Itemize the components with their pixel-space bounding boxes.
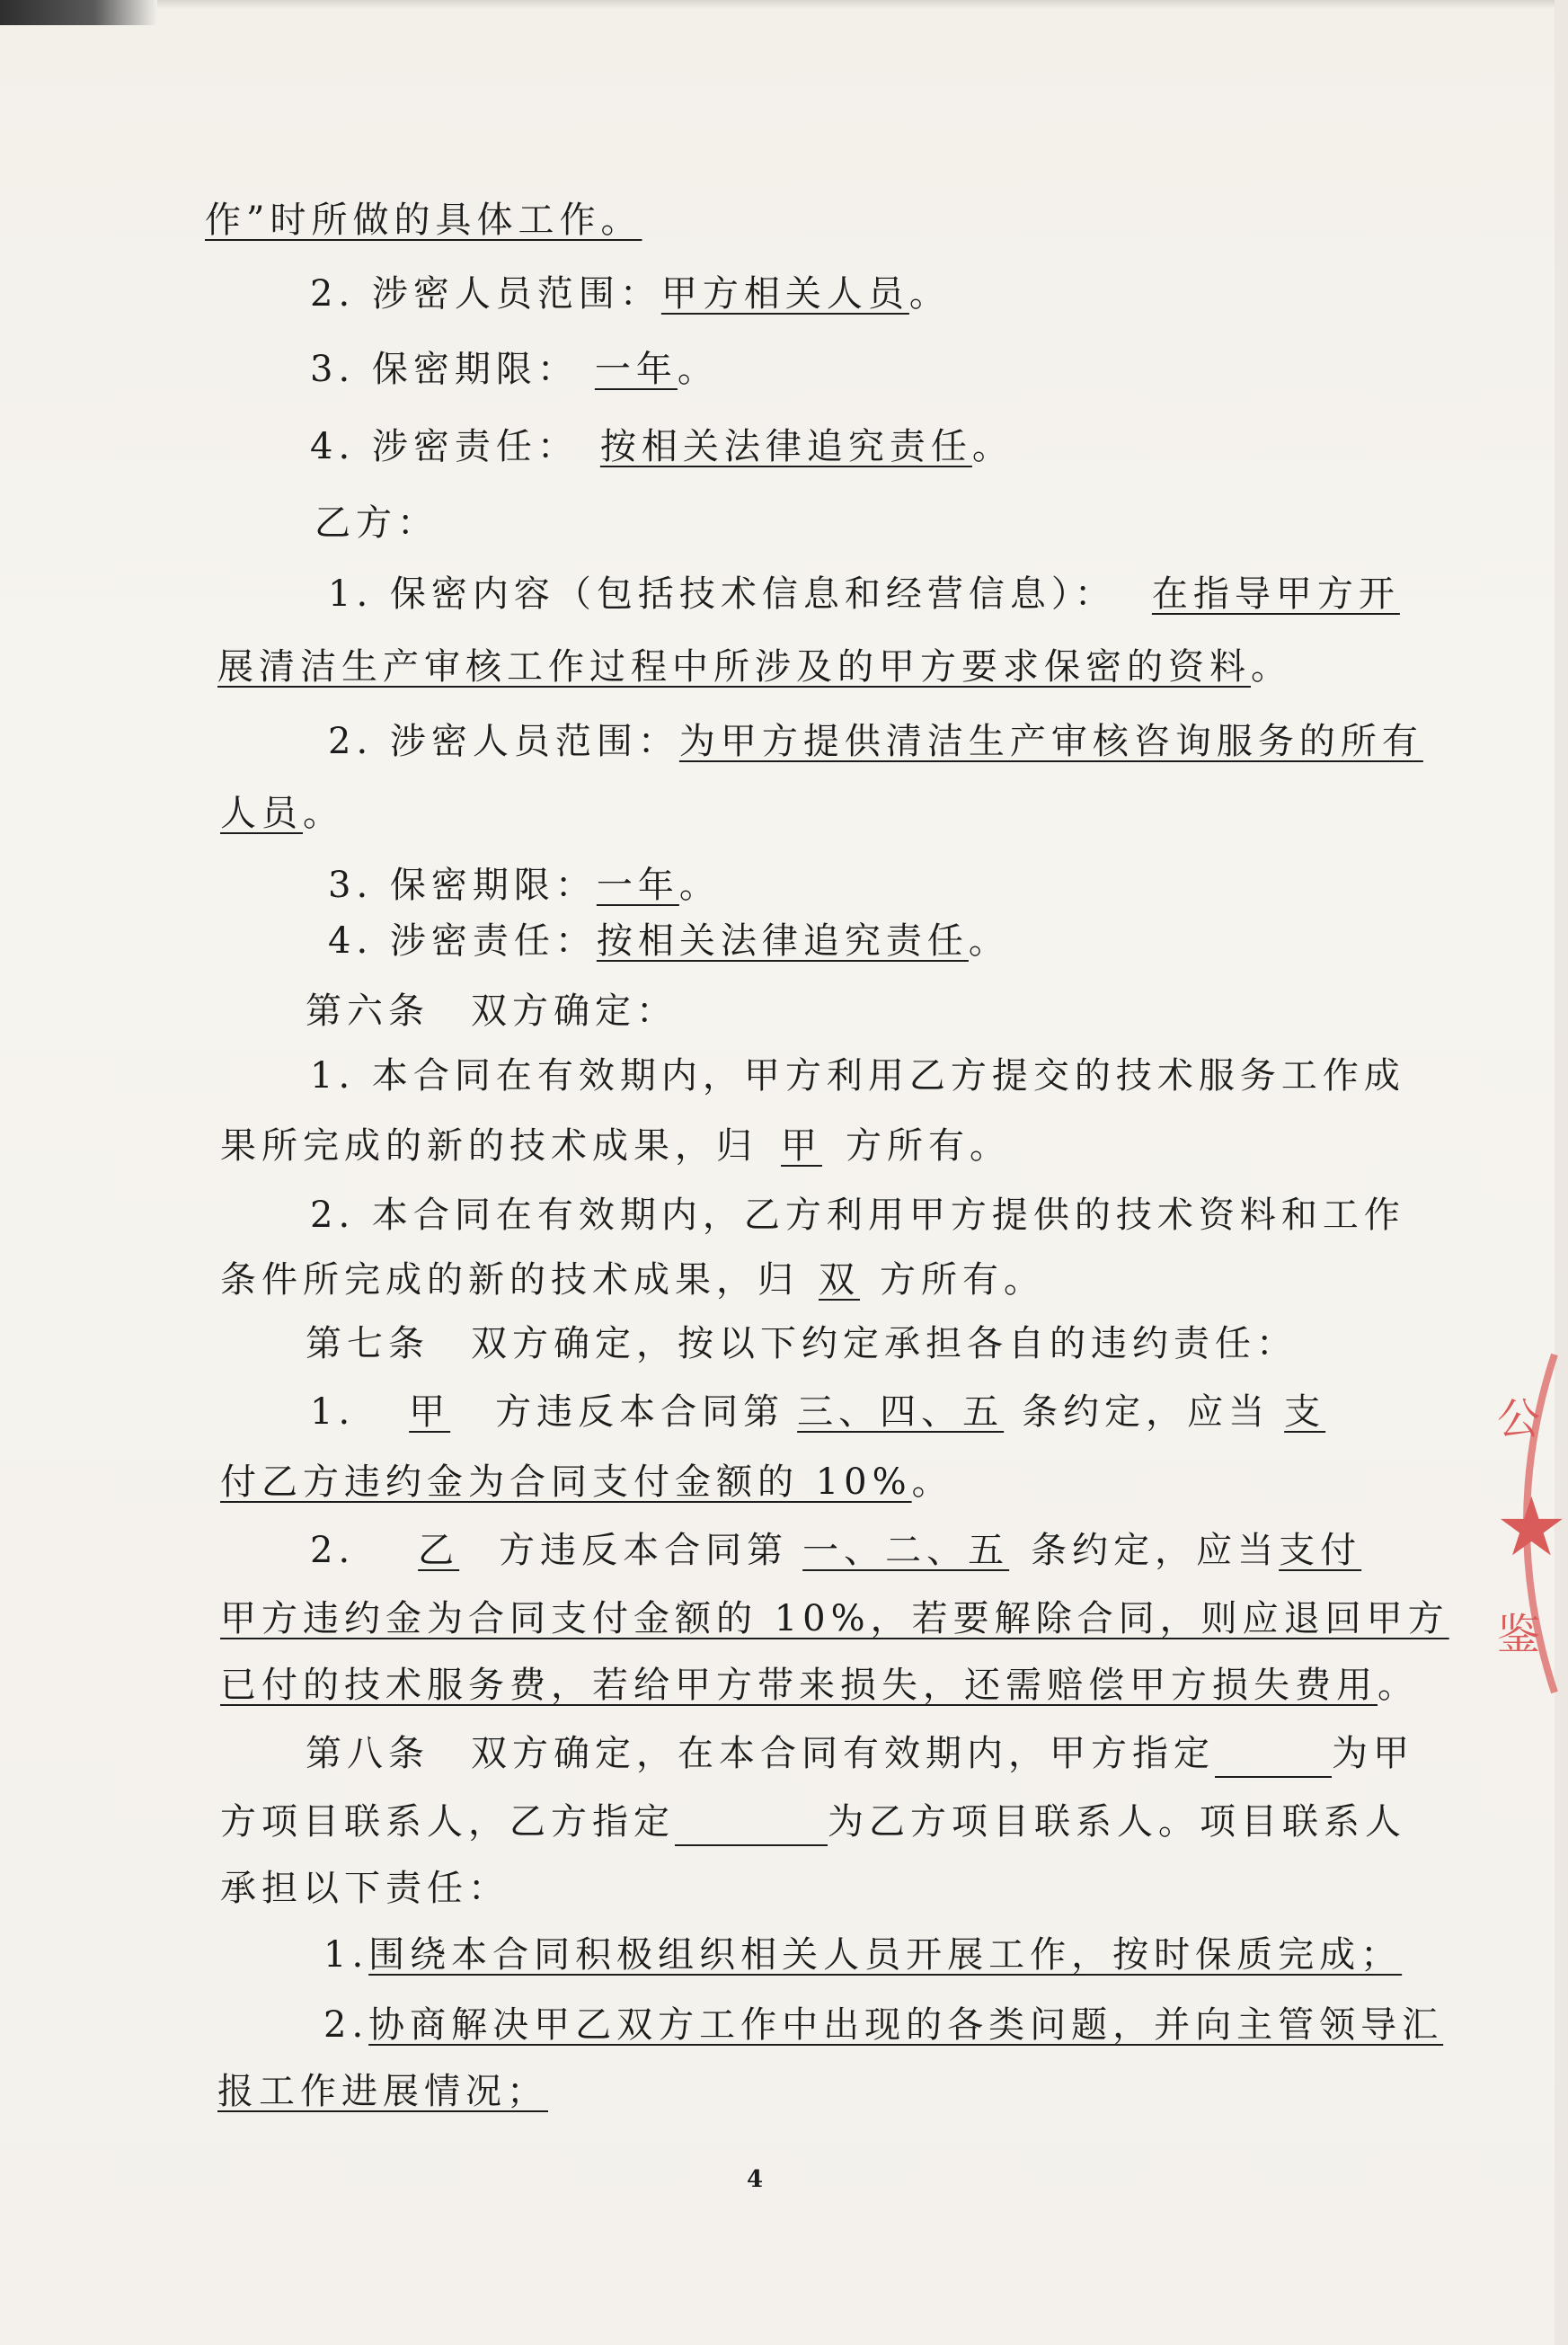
yi-period-value: 一年 — [596, 865, 679, 906]
article7-item2-num: 2. — [310, 1530, 356, 1571]
page-number: 4 — [746, 2166, 764, 2193]
article7-item2-mid: 方违反本合同第 — [499, 1530, 789, 1571]
yi-liability-line — [328, 917, 1010, 965]
article6-item2-owner: 双 — [819, 1259, 860, 1301]
article8-duty1-text: 围绕本合同积极组织相关人员开展工作，按时保质完成； — [368, 1934, 1403, 1976]
yi-range-end: 。 — [303, 793, 344, 834]
article8-line1-tail: 为甲 — [1332, 1733, 1414, 1774]
article7-item1-party: 甲 — [409, 1391, 451, 1433]
yi-content-value-2: 展清洁生产审核工作过程中所涉及的甲方要求保密的资料 — [217, 646, 1251, 688]
article6-item2-line1: 2. 本合同在有效期内，乙方利用甲方提供的技术资料和工作 — [310, 1195, 1405, 1236]
continuation-text: 作”时所做的具体工作。 — [205, 200, 642, 241]
yi-content-line2 — [217, 643, 1292, 691]
yi-range-line2 — [220, 789, 344, 838]
seal-star-icon: ★ — [1495, 1480, 1568, 1575]
article7-item2-line3 — [220, 1661, 1419, 1710]
article7-item1-num: 1. — [310, 1391, 356, 1433]
article6-item2-text: 条件所完成的新的技术成果，归 — [220, 1259, 799, 1301]
jia-liability-value: 按相关法律追究责任 — [599, 426, 972, 467]
article7-item1-articles: 三、四、五 — [797, 1391, 1005, 1433]
article6-item2-tail: 方所有。 — [880, 1259, 1045, 1301]
yi-period-line — [328, 861, 721, 910]
article8-duty1-num: 1. — [323, 1934, 369, 1976]
article6-item1-tail: 方所有。 — [846, 1125, 1011, 1167]
article6-item1-line1: 1. 本合同在有效期内，甲方利用乙方提交的技术服务工作成 — [310, 1055, 1405, 1097]
jia-period-end: 。 — [677, 349, 719, 390]
article8-duty2-text-1: 协商解决甲乙双方工作中出现的各类问题，并向主管领导汇 — [368, 2004, 1444, 2046]
article8-line1-text: 第八条 双方确定，在本合同有效期内，甲方指定 — [306, 1733, 1215, 1774]
article6-item1-owner: 甲 — [781, 1125, 822, 1167]
yi-content-label: 1. 保密内容（包括技术信息和经营信息）： — [328, 573, 1116, 615]
yi-range-value-1: 为甲方提供清洁生产审核咨询服务的所有 — [678, 721, 1423, 762]
article7-item1-line2 — [220, 1458, 953, 1506]
article8-duty1 — [323, 1931, 1402, 1979]
yi-range-line1 — [328, 717, 1423, 766]
jia-period-value: 一年 — [594, 349, 678, 390]
article7-item1-penalty-2: 付乙方违约金为合同支付金额的 10% — [220, 1461, 912, 1503]
yi-heading: 乙方： — [314, 502, 439, 544]
article8-duty2-line2 — [217, 2067, 548, 2116]
article7-item2-post: 条约定，应当 — [1031, 1530, 1280, 1571]
seal-char-bottom: 鉴 — [1497, 1610, 1541, 1660]
article7-item1-penalty-1: 支 — [1284, 1391, 1326, 1433]
article7-item2-articles: 一、二、五 — [802, 1530, 1010, 1571]
jia-liability-line — [310, 422, 1014, 471]
yi-contact-blank — [675, 1805, 828, 1846]
article7-item1-post: 条约定，应当 — [1022, 1391, 1271, 1433]
article8-line2 — [220, 1798, 1406, 1846]
article8-line3: 承担以下责任： — [220, 1868, 509, 1909]
article6-item2-line2 — [220, 1256, 1045, 1304]
article6-heading: 第六条 双方确定： — [306, 990, 678, 1032]
article8-duty2-text-2: 报工作进展情况； — [217, 2071, 548, 2112]
seal-char-top: 公 — [1497, 1394, 1541, 1444]
article7-item1-end: 。 — [911, 1461, 953, 1503]
yi-liability-label: 4. 涉密责任： — [328, 920, 597, 962]
article7-item2-line2 — [220, 1594, 1449, 1643]
jia-range-line — [310, 270, 951, 318]
yi-period-label: 3. 保密期限： — [328, 865, 597, 906]
jia-range-value: 甲方相关人员 — [660, 273, 909, 315]
article6-item1-text: 果所完成的新的技术成果，归 — [220, 1125, 757, 1167]
article8-line1 — [306, 1729, 1414, 1778]
article7-item2-line1 — [310, 1526, 1361, 1575]
article7-item2-end: 。 — [1378, 1665, 1419, 1706]
article6-item1-line2 — [220, 1122, 1011, 1170]
scan-edge-shadow — [157, 0, 1555, 9]
article8-line2-tail: 为乙方项目联系人。项目联系人 — [828, 1801, 1406, 1843]
jia-range-end: 。 — [908, 273, 951, 315]
article7-item2-party: 乙 — [418, 1530, 460, 1571]
jia-period-label: 3. 保密期限： — [310, 349, 579, 390]
article7-item2-penalty-1: 支付 — [1279, 1530, 1362, 1571]
yi-range-label: 2. 涉密人员范围： — [328, 721, 679, 762]
yi-liability-value: 按相关法律追究责任 — [596, 920, 969, 962]
article7-heading: 第七条 双方确定，按以下约定承担各自的违约责任： — [306, 1323, 1298, 1364]
jia-period-line — [310, 345, 719, 394]
jia-liability-end: 。 — [971, 426, 1014, 467]
continuation-line — [205, 196, 642, 244]
article7-item2-penalty-3: 已付的技术服务费，若给甲方带来损失，还需赔偿甲方损失费用 — [220, 1665, 1378, 1706]
yi-liability-end: 。 — [968, 920, 1010, 962]
yi-content-line1 — [328, 570, 1400, 618]
yi-range-value-2: 人员 — [220, 793, 303, 834]
article7-item2-penalty-2: 甲方违约金为合同支付金额的 10%，若要解除合同，则应退回甲方 — [220, 1598, 1449, 1639]
article8-duty2-line1 — [323, 2001, 1443, 2049]
article8-line2-text: 方项目联系人，乙方指定 — [220, 1801, 675, 1843]
jia-liability-label: 4. 涉密责任： — [310, 426, 579, 467]
company-seal — [1492, 1344, 1568, 1703]
yi-content-end: 。 — [1251, 646, 1292, 688]
article8-duty2-num: 2. — [323, 2004, 369, 2046]
yi-content-value-1: 在指导甲方开 — [1151, 573, 1400, 615]
yi-period-end: 。 — [678, 865, 721, 906]
article7-item1-mid: 方违反本合同第 — [495, 1391, 785, 1433]
jia-contact-blank — [1215, 1737, 1332, 1778]
jia-range-label: 2. 涉密人员范围： — [310, 273, 661, 315]
scan-corner-shadow — [0, 0, 157, 25]
article7-item1-line1 — [310, 1388, 1325, 1436]
